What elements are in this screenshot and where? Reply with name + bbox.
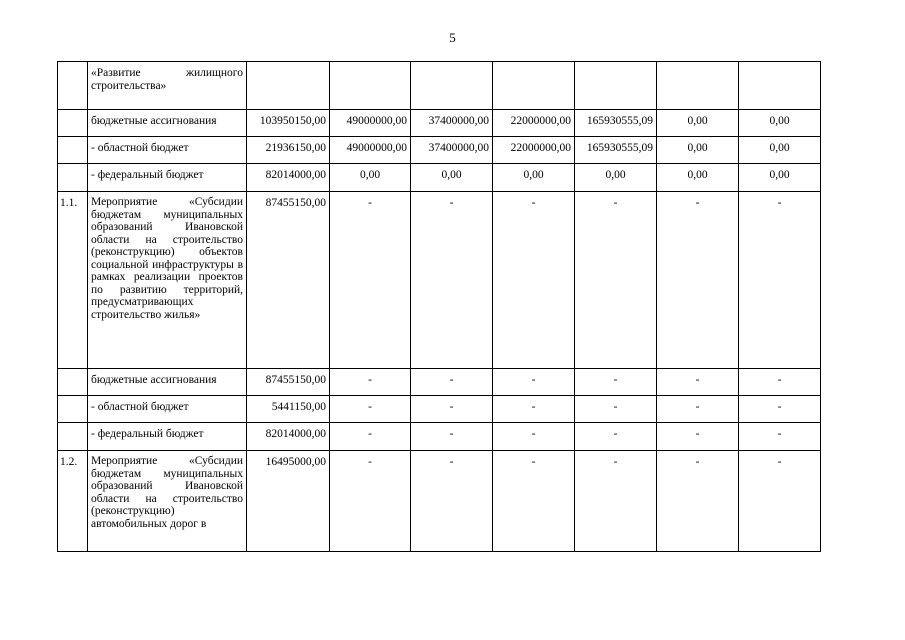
- value-cell: -: [411, 451, 493, 552]
- row-label: бюджетные ассигнования: [88, 369, 247, 396]
- index-cell: [58, 137, 88, 164]
- value-cell: -: [493, 192, 575, 369]
- table-row: [58, 62, 821, 110]
- row-label: - федеральный бюджет: [88, 164, 247, 192]
- table-row: [58, 451, 821, 552]
- index-cell: [58, 110, 88, 137]
- value-cell: 22000000,00: [493, 110, 575, 137]
- table-row: [58, 110, 821, 137]
- index-cell: [58, 164, 88, 192]
- value-cell: [739, 62, 821, 110]
- value-cell: [411, 62, 493, 110]
- value-cell: -: [411, 396, 493, 423]
- value-cell: [657, 62, 739, 110]
- value-cell: -: [575, 423, 657, 451]
- value-cell: 165930555,09: [575, 110, 657, 137]
- value-cell: -: [739, 423, 821, 451]
- value-cell: -: [739, 451, 821, 552]
- table-row: [58, 137, 821, 164]
- value-cell: 0,00: [739, 110, 821, 137]
- value-cell: 82014000,00: [247, 423, 330, 451]
- value-cell: -: [330, 423, 411, 451]
- value-cell: 165930555,09: [575, 137, 657, 164]
- value-cell: -: [575, 451, 657, 552]
- value-cell: 37400000,00: [411, 110, 493, 137]
- value-cell: -: [657, 396, 739, 423]
- row-label: - областной бюджет: [88, 137, 247, 164]
- budget-table: [57, 61, 821, 552]
- value-cell: 87455150,00: [247, 369, 330, 396]
- row-label: - федеральный бюджет: [88, 423, 247, 451]
- value-cell: 0,00: [575, 164, 657, 192]
- value-cell: 22000000,00: [493, 137, 575, 164]
- row-label: Мероприятие «Субсидии бюджетам муниципальных образований Ивановской области на строительство (реконструкцию) объектов социальной инфраструктуры в рамках реализации проектов по развитию территорий, предусматривающих строительство жилья»: [88, 192, 247, 369]
- value-cell: -: [657, 192, 739, 369]
- value-cell: -: [411, 192, 493, 369]
- value-cell: 0,00: [411, 164, 493, 192]
- value-cell: 49000000,00: [330, 110, 411, 137]
- value-cell: 0,00: [657, 164, 739, 192]
- value-cell: -: [739, 396, 821, 423]
- value-cell: 82014000,00: [247, 164, 330, 192]
- value-cell: 0,00: [739, 137, 821, 164]
- value-cell: [575, 62, 657, 110]
- table-row: [58, 423, 821, 451]
- value-cell: -: [411, 423, 493, 451]
- index-cell: [58, 62, 88, 110]
- index-cell: 1.1.: [58, 192, 88, 369]
- row-label: Мероприятие «Субсидии бюджетам муниципальных образований Ивановской области на строительство (реконструкцию) автомобильных дорог в: [88, 451, 247, 552]
- row-label: - областной бюджет: [88, 396, 247, 423]
- table-row: [58, 164, 821, 192]
- value-cell: -: [493, 369, 575, 396]
- value-cell: -: [493, 423, 575, 451]
- table-row: [58, 396, 821, 423]
- value-cell: 37400000,00: [411, 137, 493, 164]
- value-cell: -: [493, 396, 575, 423]
- value-cell: -: [330, 396, 411, 423]
- value-cell: -: [739, 369, 821, 396]
- page-number: 5: [449, 30, 456, 45]
- value-cell: 49000000,00: [330, 137, 411, 164]
- index-cell: [58, 369, 88, 396]
- value-cell: 0,00: [657, 137, 739, 164]
- value-cell: -: [330, 451, 411, 552]
- value-cell: 103950150,00: [247, 110, 330, 137]
- value-cell: -: [330, 369, 411, 396]
- value-cell: [330, 62, 411, 110]
- value-cell: -: [575, 369, 657, 396]
- index-cell: [58, 423, 88, 451]
- value-cell: -: [330, 192, 411, 369]
- value-cell: -: [575, 192, 657, 369]
- value-cell: -: [493, 451, 575, 552]
- value-cell: 87455150,00: [247, 192, 330, 369]
- value-cell: -: [411, 369, 493, 396]
- table-row: [58, 192, 821, 369]
- value-cell: 16495000,00: [247, 451, 330, 552]
- value-cell: 0,00: [657, 110, 739, 137]
- value-cell: [247, 62, 330, 110]
- value-cell: -: [657, 423, 739, 451]
- row-label: бюджетные ассигнования: [88, 110, 247, 137]
- value-cell: 0,00: [330, 164, 411, 192]
- value-cell: -: [657, 369, 739, 396]
- value-cell: -: [575, 396, 657, 423]
- value-cell: 0,00: [739, 164, 821, 192]
- value-cell: 21936150,00: [247, 137, 330, 164]
- row-label: «Развитие жилищного строительства»: [88, 62, 247, 110]
- value-cell: 0,00: [493, 164, 575, 192]
- table-row: [58, 369, 821, 396]
- index-cell: 1.2.: [58, 451, 88, 552]
- value-cell: 5441150,00: [247, 396, 330, 423]
- index-cell: [58, 396, 88, 423]
- value-cell: -: [657, 451, 739, 552]
- value-cell: [493, 62, 575, 110]
- value-cell: -: [739, 192, 821, 369]
